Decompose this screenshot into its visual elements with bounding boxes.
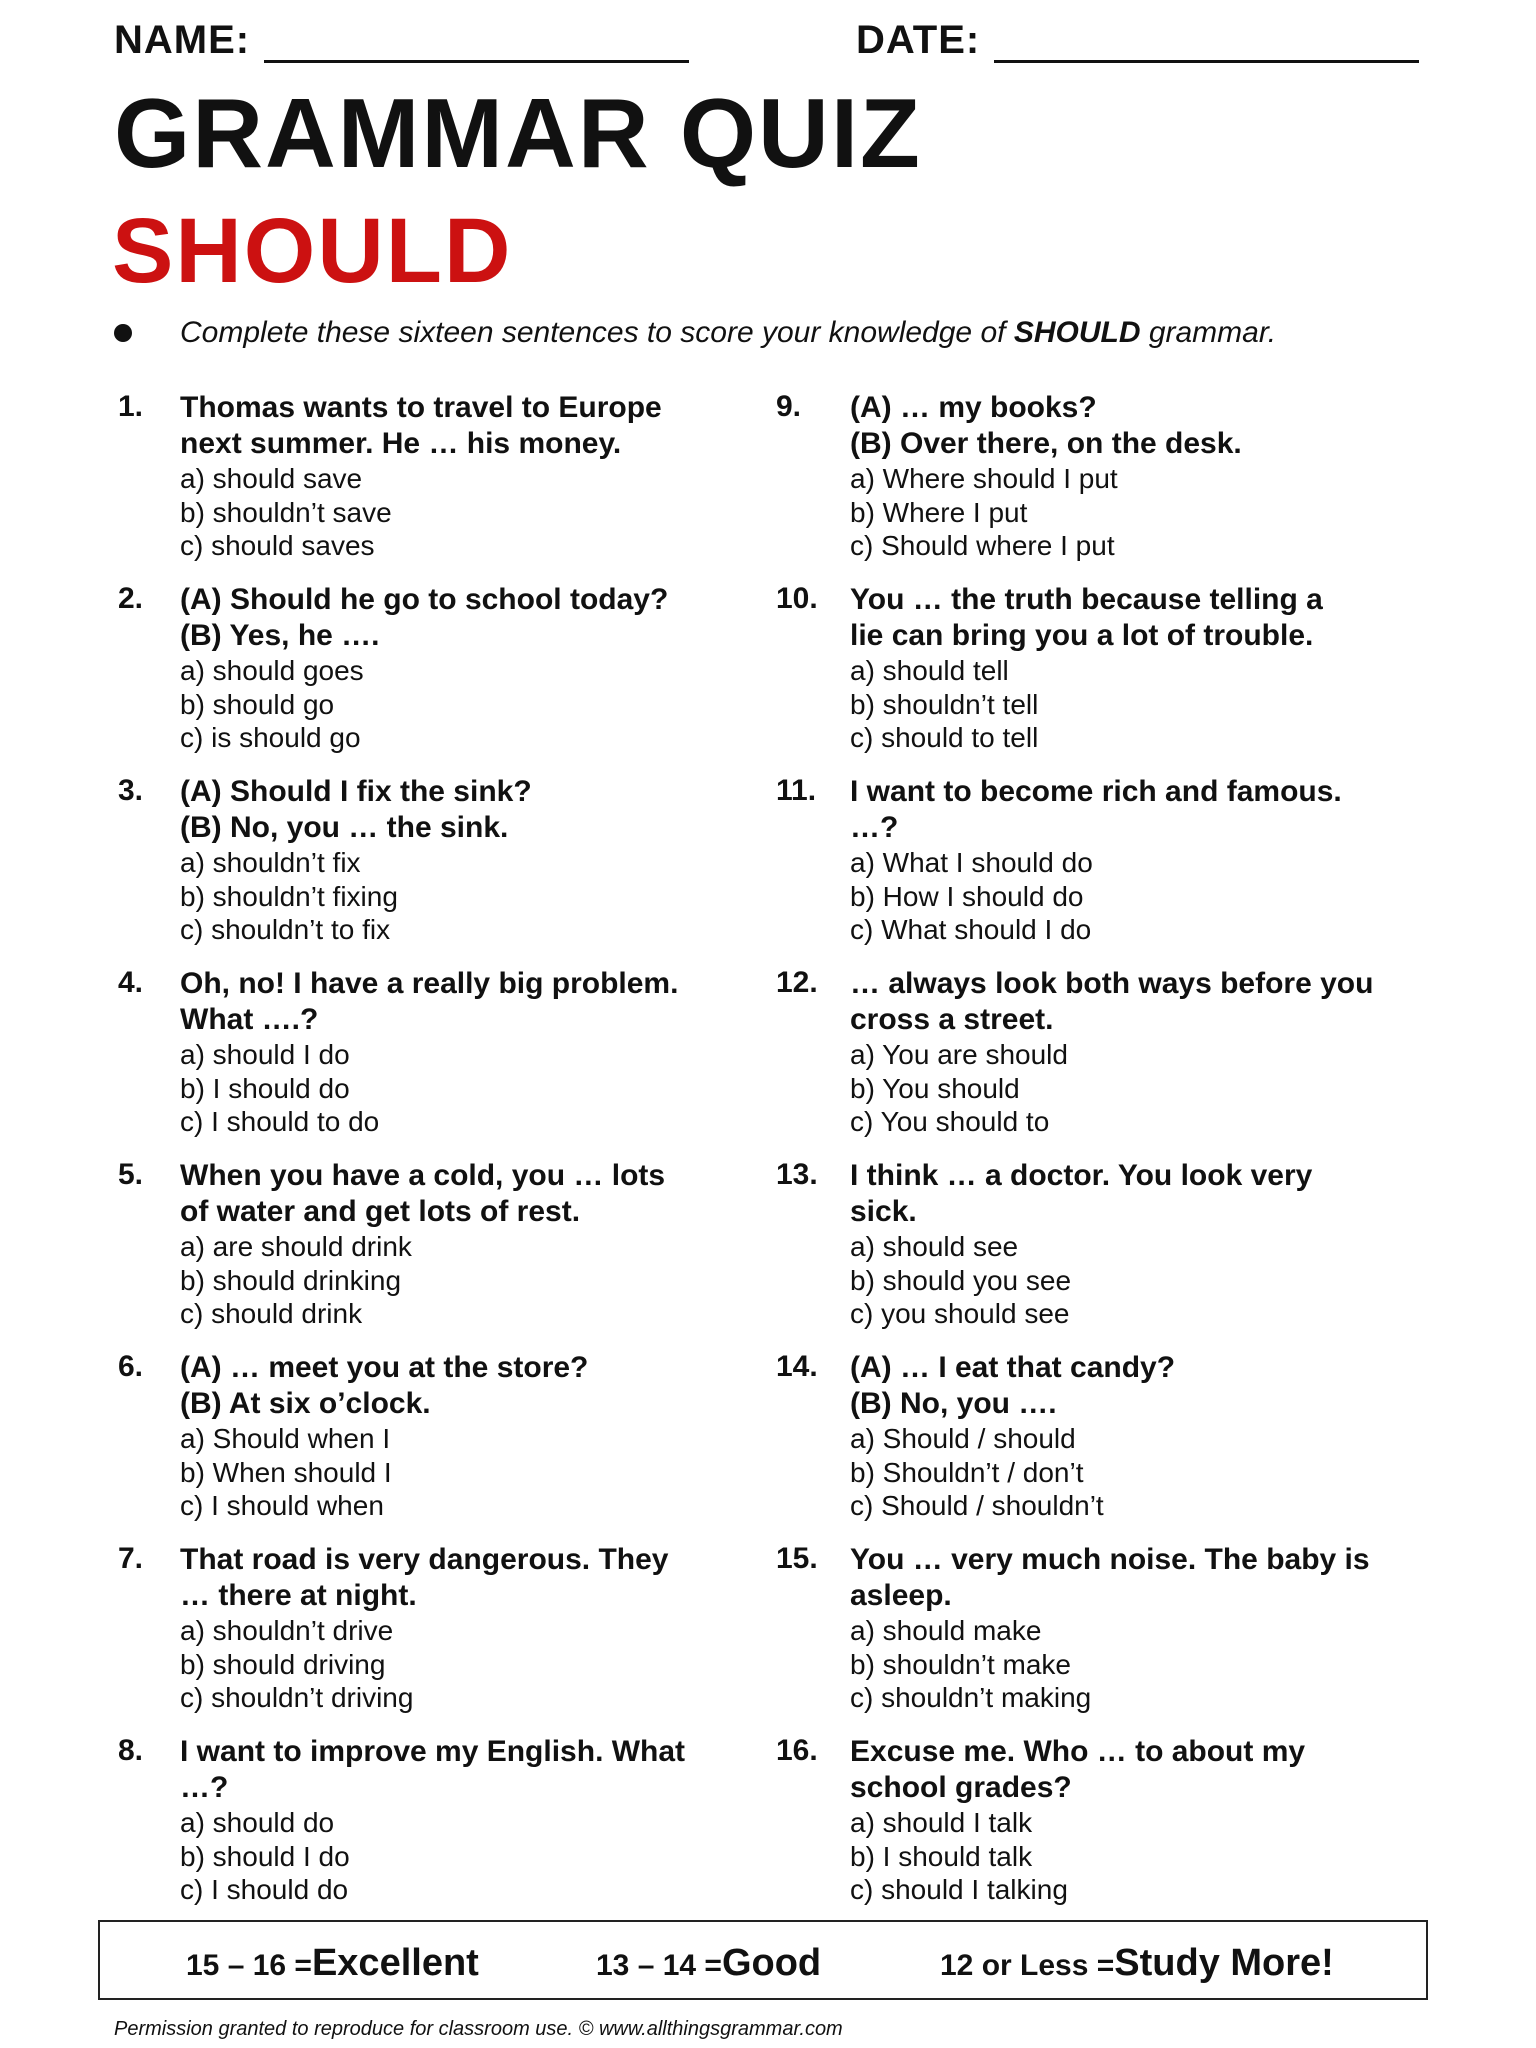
option-b[interactable]: b) should drinking bbox=[180, 1264, 402, 1296]
instruction-after: grammar. bbox=[1140, 316, 1277, 349]
score-rating: Excellent bbox=[311, 1942, 479, 1984]
question-body bbox=[180, 390, 758, 563]
question-body bbox=[180, 582, 758, 755]
question-item bbox=[776, 1542, 1436, 1734]
question-number: 15. bbox=[776, 1542, 818, 1575]
question-body bbox=[180, 1350, 758, 1523]
scoring-box bbox=[98, 1920, 1428, 2000]
question-body bbox=[850, 1734, 1436, 1907]
score-rating: Study More! bbox=[1114, 1942, 1334, 1984]
question-number: 9. bbox=[776, 390, 802, 423]
question-body bbox=[850, 774, 1436, 947]
option-a[interactable]: a) should see bbox=[850, 1231, 1019, 1262]
option-a[interactable]: a) Should when I bbox=[180, 1423, 391, 1454]
option-c[interactable]: c) should I talking bbox=[850, 1874, 1068, 1905]
question-item bbox=[776, 582, 1436, 774]
question-body bbox=[180, 1734, 758, 1907]
question-stem: Excuse me. Who … to about my school grades? bbox=[850, 1735, 1306, 1804]
option-b[interactable]: b) Shouldn’t / don’t bbox=[850, 1456, 1084, 1488]
option-b[interactable]: b) I should do bbox=[180, 1072, 350, 1104]
date-blank-line[interactable] bbox=[994, 20, 1419, 63]
question-stem: I want to improve my English. What …? bbox=[180, 1735, 686, 1804]
question-item bbox=[776, 774, 1436, 966]
score-range: 13 – 14 = bbox=[596, 1949, 722, 1982]
question-body bbox=[850, 1350, 1436, 1523]
question-stem: (A) … my books? (B) Over there, on the desk. bbox=[850, 391, 1242, 460]
question-number: 2. bbox=[118, 582, 144, 615]
question-number: 14. bbox=[776, 1350, 818, 1383]
option-c[interactable]: c) Should where I put bbox=[850, 530, 1115, 561]
option-c[interactable]: c) Should / shouldn’t bbox=[850, 1490, 1104, 1521]
question-stem: Oh, no! I have a really big problem. What ….? bbox=[180, 967, 679, 1036]
name-field bbox=[114, 18, 689, 63]
quiz-topic: SHOULD bbox=[112, 200, 513, 302]
option-a[interactable]: a) shouldn’t drive bbox=[180, 1615, 394, 1646]
option-b[interactable]: b) should you see bbox=[850, 1264, 1072, 1296]
question-number: 13. bbox=[776, 1158, 818, 1191]
questions-right-column bbox=[776, 390, 1436, 1926]
question-number: 7. bbox=[118, 1542, 144, 1575]
question-item bbox=[776, 1350, 1436, 1542]
instruction-emphasis: SHOULD bbox=[1013, 316, 1141, 349]
score-excellent bbox=[186, 1942, 479, 1985]
question-stem: (A) … I eat that candy? (B) No, you …. bbox=[850, 1351, 1176, 1420]
question-item bbox=[118, 774, 758, 966]
question-number: 3. bbox=[118, 774, 144, 807]
score-rating: Good bbox=[721, 1942, 822, 1984]
option-b[interactable]: b) I should talk bbox=[850, 1840, 1033, 1872]
question-number: 11. bbox=[776, 774, 817, 807]
name-blank-line[interactable] bbox=[264, 20, 689, 63]
question-number: 1. bbox=[118, 390, 144, 423]
question-stem: You … the truth because telling a lie can bring you a lot of trouble. bbox=[850, 583, 1323, 652]
score-range: 12 or Less = bbox=[940, 1949, 1115, 1982]
option-b[interactable]: b) shouldn’t fixing bbox=[180, 880, 398, 912]
option-b[interactable]: b) shouldn’t tell bbox=[850, 688, 1039, 720]
question-body bbox=[850, 1158, 1436, 1331]
question-number: 12. bbox=[776, 966, 818, 999]
instruction-before: Complete these sixteen sentences to score your knowledge of bbox=[180, 316, 1014, 349]
question-body bbox=[180, 1542, 758, 1715]
option-c[interactable]: c) shouldn’t making bbox=[850, 1682, 1092, 1713]
question-stem: (A) Should he go to school today? (B) Yes, he …. bbox=[180, 583, 669, 652]
question-stem: I want to become rich and famous. …? bbox=[850, 775, 1342, 844]
question-item bbox=[776, 1158, 1436, 1350]
option-b[interactable]: b) should driving bbox=[180, 1648, 386, 1680]
question-number: 5. bbox=[118, 1158, 144, 1191]
question-item bbox=[776, 1734, 1436, 1926]
instruction-text bbox=[180, 316, 1276, 350]
header-row bbox=[114, 18, 1434, 74]
option-c[interactable]: c) shouldn’t to fix bbox=[180, 914, 391, 945]
option-c[interactable]: c) I should to do bbox=[180, 1106, 380, 1137]
question-number: 6. bbox=[118, 1350, 144, 1383]
question-number: 4. bbox=[118, 966, 144, 999]
option-b[interactable]: b) Where I put bbox=[850, 496, 1028, 528]
option-a[interactable]: a) What I should do bbox=[850, 847, 1093, 878]
page-title: GRAMMAR QUIZ bbox=[114, 78, 922, 188]
question-item bbox=[118, 582, 758, 774]
score-range: 15 – 16 = bbox=[186, 1949, 312, 1982]
option-a[interactable]: a) should tell bbox=[850, 655, 1009, 686]
option-a[interactable]: a) should do bbox=[180, 1807, 335, 1838]
question-stem: (A) … meet you at the store? (B) At six o’clock. bbox=[180, 1351, 589, 1420]
option-b[interactable]: b) should I do bbox=[180, 1840, 350, 1872]
date-label: DATE: bbox=[856, 18, 981, 62]
footer-permission: Permission granted to reproduce for classroom use. © www.allthingsgrammar.com bbox=[114, 2018, 843, 2040]
option-b[interactable]: b) You should bbox=[850, 1072, 1020, 1104]
option-c[interactable]: c) shouldn’t driving bbox=[180, 1682, 414, 1713]
option-c[interactable]: c) I should when bbox=[180, 1490, 384, 1521]
question-stem: When you have a cold, you … lots of water and get lots of rest. bbox=[180, 1159, 666, 1228]
option-a[interactable]: a) should save bbox=[180, 463, 363, 494]
question-item bbox=[118, 1158, 758, 1350]
question-item bbox=[776, 390, 1436, 582]
question-body bbox=[850, 1542, 1436, 1715]
question-item bbox=[118, 1542, 758, 1734]
option-c[interactable]: c) is should go bbox=[180, 722, 361, 753]
option-a[interactable]: a) should I do bbox=[180, 1039, 350, 1070]
question-body bbox=[850, 582, 1436, 755]
question-item bbox=[118, 966, 758, 1158]
question-stem: Thomas wants to travel to Europe next summer. He … his money. bbox=[180, 391, 662, 460]
question-number: 16. bbox=[776, 1734, 818, 1767]
option-c[interactable]: c) What should I do bbox=[850, 914, 1092, 945]
option-b[interactable]: b) How I should do bbox=[850, 880, 1084, 912]
name-label: NAME: bbox=[114, 18, 251, 62]
score-good bbox=[596, 1942, 821, 1985]
questions-left-column bbox=[118, 390, 758, 1926]
option-c[interactable]: c) should saves bbox=[180, 530, 375, 561]
question-item bbox=[118, 1350, 758, 1542]
option-a[interactable]: a) shouldn’t fix bbox=[180, 847, 361, 878]
option-c[interactable]: c) you should see bbox=[850, 1298, 1070, 1329]
option-a[interactable]: a) are should drink bbox=[180, 1231, 412, 1262]
option-c[interactable]: c) You should to bbox=[850, 1106, 1050, 1137]
option-b[interactable]: b) shouldn’t make bbox=[850, 1648, 1072, 1680]
option-a[interactable]: a) should make bbox=[850, 1615, 1042, 1646]
question-item bbox=[118, 1734, 758, 1926]
question-number: 8. bbox=[118, 1734, 144, 1767]
question-body bbox=[850, 390, 1436, 563]
option-c[interactable]: c) should drink bbox=[180, 1298, 363, 1329]
score-study-more bbox=[940, 1942, 1334, 1985]
question-body bbox=[180, 966, 758, 1139]
question-item bbox=[118, 390, 758, 582]
option-a[interactable]: a) should I talk bbox=[850, 1807, 1033, 1838]
question-stem: (A) Should I fix the sink? (B) No, you … the sink. bbox=[180, 775, 532, 844]
option-c[interactable]: c) should to tell bbox=[850, 722, 1039, 753]
question-stem: I think … a doctor. You look very sick. bbox=[850, 1159, 1313, 1228]
question-stem: That road is very dangerous. They … there at night. bbox=[180, 1543, 669, 1612]
question-number: 10. bbox=[776, 582, 818, 615]
option-a[interactable]: a) Where should I put bbox=[850, 463, 1118, 494]
option-a[interactable]: a) Should / should bbox=[850, 1423, 1076, 1454]
question-body bbox=[180, 1158, 758, 1331]
question-item bbox=[776, 966, 1436, 1158]
option-a[interactable]: a) should goes bbox=[180, 655, 364, 686]
option-c[interactable]: c) I should do bbox=[180, 1874, 349, 1905]
option-b[interactable]: b) shouldn’t save bbox=[180, 496, 392, 528]
question-body bbox=[180, 774, 758, 947]
option-b[interactable]: b) should go bbox=[180, 688, 335, 720]
question-stem: You … very much noise. The baby is asleep. bbox=[850, 1543, 1370, 1612]
instruction bbox=[114, 316, 1276, 350]
option-a[interactable]: a) You are should bbox=[850, 1039, 1068, 1070]
date-field bbox=[856, 18, 1419, 63]
bullet-icon bbox=[114, 324, 132, 342]
option-b[interactable]: b) When should I bbox=[180, 1456, 392, 1488]
question-stem: … always look both ways before you cross a street. bbox=[850, 967, 1374, 1036]
question-body bbox=[850, 966, 1436, 1139]
